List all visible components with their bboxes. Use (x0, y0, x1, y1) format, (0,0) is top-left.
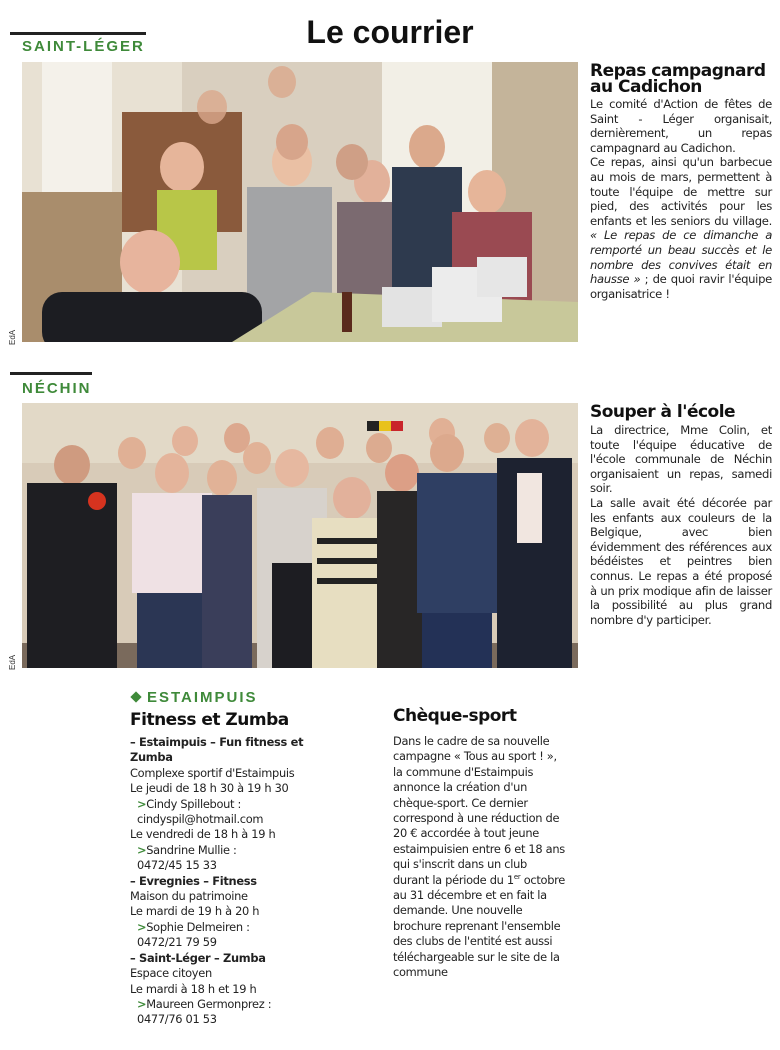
agenda-line-text: Le vendredi de 18 h à 19 h (130, 827, 276, 842)
agenda-line-text: Maureen Germonprez : (146, 996, 272, 1011)
quote-text: « Le repas de ce dimanche a remporté un beau succès et le nombre des convives était en hausse » (590, 228, 772, 287)
agenda-line-text: Le mardi de 19 h à 20 h (130, 904, 260, 919)
agenda-line-text: 0472/21 79 59 (137, 935, 217, 950)
agenda-list (130, 735, 370, 1028)
body-text: octobre au 31 décembre et en fait la demande. Une nouvelle brochure reprenant l'ensemble des clubs de l'entité est aussi téléchargeable sur le site de la commune (393, 872, 565, 980)
article-title-repas-campagnard (590, 63, 770, 95)
article-paragraph: La salle avait été décorée par les enfants aux couleurs de la Belgique, avec bien évidemment des références aux bédéistes et peintres bien connus. Le repas a été proposé à un prix modique afin de laisser la possibilité au plus grand nombre d'y participer. (590, 495, 772, 627)
photo-nechin-group (22, 403, 578, 668)
arrow-icon: > (137, 842, 147, 857)
section-rule (10, 32, 146, 35)
agenda-line (130, 797, 370, 812)
article-title-line2: au Cadichon (590, 77, 702, 97)
agenda-line-text: Espace citoyen (130, 966, 212, 981)
agenda-line (130, 951, 370, 966)
section-label-text: ESTAIMPUIS (147, 689, 258, 706)
body-text: Dans le cadre de sa nouvelle campagne « Tous au sport ! », la commune d'Estaimpuis annonce la création d'un chèque-sport. Ce dernier correspond à une réduction de 20 € accordée à tout jeune estaimpuisien entre 6 et 18 ans qui s'inscrit dans un club durant la période du 1 (393, 734, 565, 887)
article-title-souper: Souper à l'école (590, 402, 736, 422)
agenda-line (130, 982, 370, 997)
article-body-souper (590, 423, 772, 627)
section-rule (10, 372, 92, 375)
agenda-line (130, 935, 370, 950)
superscript: er (513, 872, 521, 881)
agenda-line-text: Zumba (130, 750, 173, 765)
agenda-line (130, 920, 370, 935)
agenda-line-text: Sandrine Mullie : (146, 842, 237, 857)
agenda-line (130, 966, 370, 981)
newspaper-title: Le courrier (306, 14, 474, 50)
agenda-line (130, 889, 370, 904)
section-label-saint-leger: SAINT-LÉGER (22, 38, 145, 55)
article-paragraph: Le comité d'Action de fêtes de Saint - Léger organisait, dernièrement, un repas campagnard au Cadichon. (590, 97, 772, 155)
section-label-estaimpuis (132, 689, 258, 707)
photo-saint-leger-group (22, 62, 578, 342)
agenda-line-text: Le mardi à 18 h et 19 h (130, 981, 257, 996)
agenda-line-text: – Evregnies – Fitness (130, 873, 257, 888)
article-paragraph: La directrice, Mme Colin, et toute l'équipe éducative de l'école communale de Néchin organisaient un repas, samedi soir. (590, 423, 772, 496)
article-paragraph (590, 155, 772, 301)
agenda-line-text: Cindy Spillebout : (146, 796, 242, 811)
diamond-bullet-icon (130, 691, 141, 702)
agenda-line-text: Maison du patrimoine (130, 889, 248, 904)
agenda-line-text: Complexe sportif d'Estaimpuis (130, 765, 295, 780)
photo-credit: EdA (8, 329, 17, 345)
cheque-sport-body (393, 734, 565, 981)
arrow-icon: > (137, 919, 147, 934)
agenda-line-text: cindyspil@hotmail.com (137, 812, 264, 827)
section-label-nechin: NÉCHIN (22, 380, 92, 397)
agenda-line-text: 0477/76 01 53 (137, 1012, 217, 1027)
article-title-line1: Repas campagnard (590, 61, 766, 81)
agenda-title: Fitness et Zumba (130, 710, 289, 730)
agenda-line (130, 750, 370, 765)
arrow-icon: > (137, 796, 147, 811)
article-body-repas-campagnard (590, 97, 772, 301)
agenda-line (130, 843, 370, 858)
agenda-line-text: – Saint-Léger – Zumba (130, 950, 266, 965)
agenda-line (130, 781, 370, 796)
agenda-line (130, 904, 370, 919)
agenda-line (130, 874, 370, 889)
agenda-line-text: 0472/45 15 33 (137, 858, 217, 873)
agenda-line (130, 858, 370, 873)
paragraph-text: ; de quoi ravir l'équipe organisatrice ! (590, 272, 772, 301)
agenda-line (130, 1012, 370, 1027)
agenda-line-text: Le jeudi de 18 h 30 à 19 h 30 (130, 781, 289, 796)
arrow-icon: > (137, 996, 147, 1011)
photo-credit: EdA (8, 654, 17, 670)
agenda-line-text: Sophie Delmeiren : (146, 919, 250, 934)
agenda-line (130, 827, 370, 842)
agenda-line (130, 997, 370, 1012)
agenda-line (130, 766, 370, 781)
cheque-sport-title: Chèque-sport (393, 706, 517, 726)
agenda-line (130, 735, 370, 750)
paragraph-text: Ce repas, ainsi qu'un barbecue au mois de mars, permettent à toute l'équipe de mettre sur pied, des activités pour les enfants et les seniors du village. (590, 155, 772, 228)
agenda-line-text: – Estaimpuis – Fun fitness et (130, 735, 304, 749)
agenda-line (130, 812, 370, 827)
